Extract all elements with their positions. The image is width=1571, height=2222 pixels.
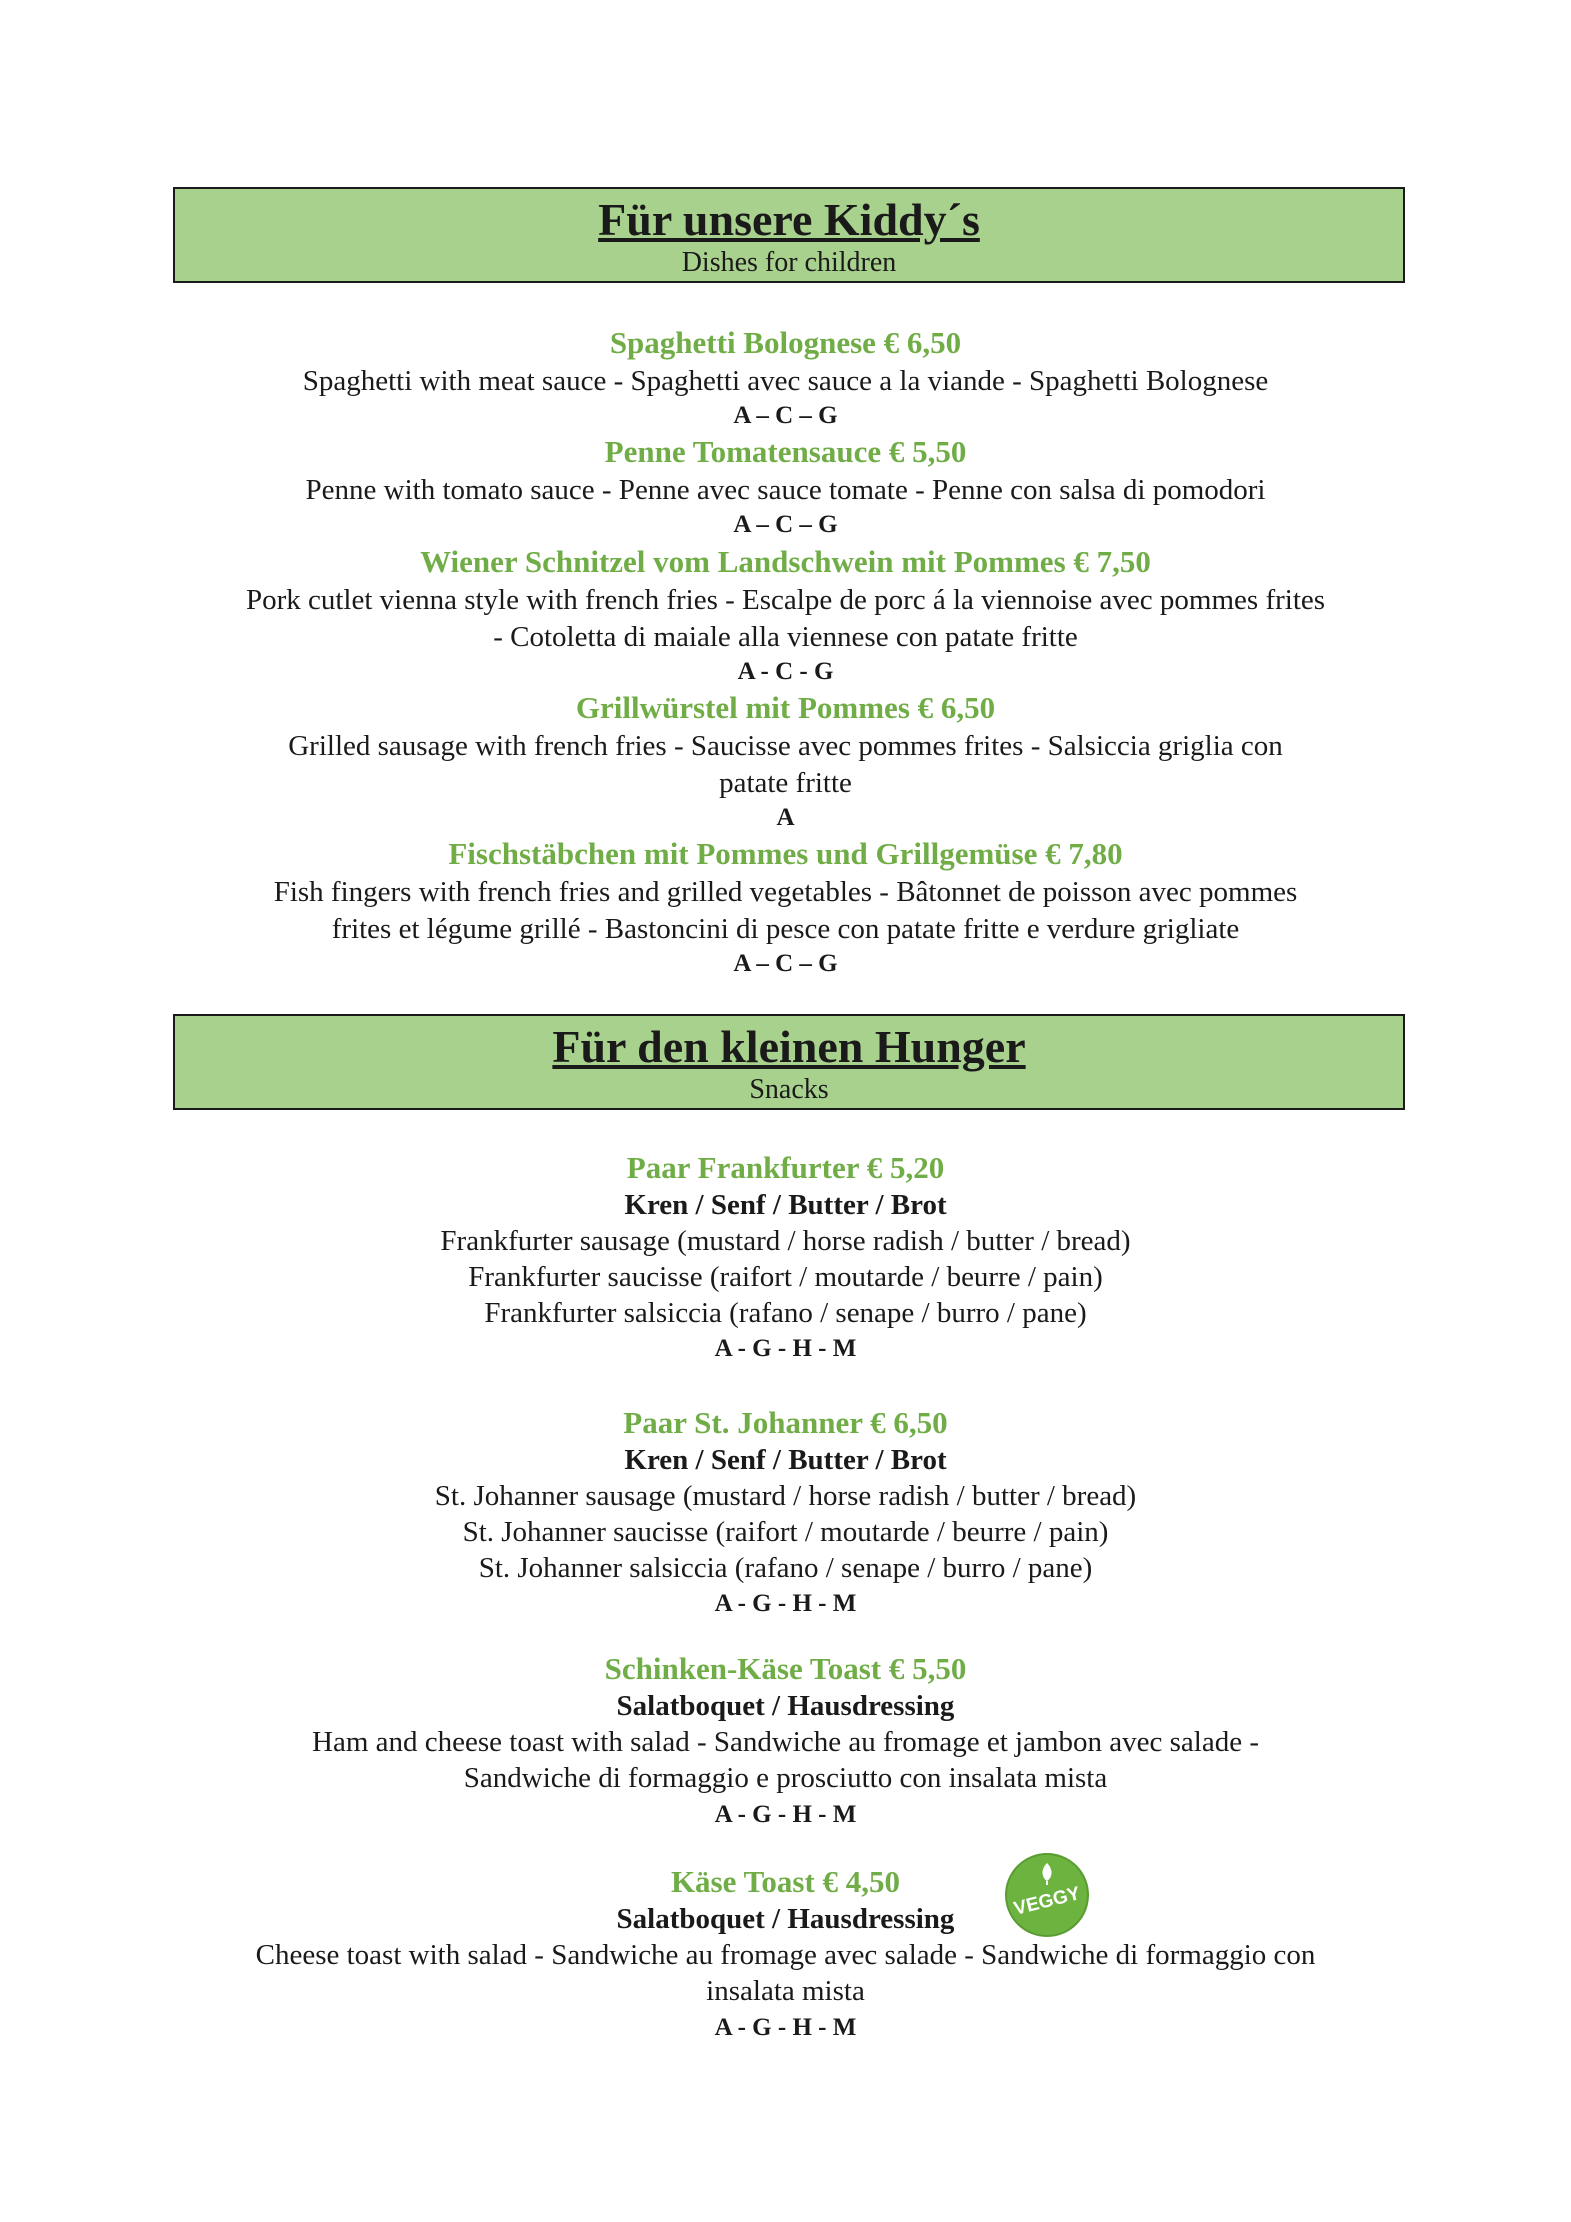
dish-sides: Salatboquet / Hausdressing bbox=[616, 1690, 955, 1722]
dish-description: St. Johanner saucisse (raifort / moutarde / beurre / pain) bbox=[462, 1516, 1109, 1548]
dish-allergens: A – C – G bbox=[733, 950, 838, 977]
dish-allergens: A - G - H - M bbox=[714, 1590, 857, 1617]
dish-description: St. Johanner sausage (mustard / horse radish / butter / bread) bbox=[434, 1480, 1137, 1512]
section-subtitle: Snacks bbox=[749, 1074, 829, 1105]
dish-description: Frankfurter saucisse (raifort / moutarde / beurre / pain) bbox=[468, 1261, 1103, 1293]
veggy-badge-icon bbox=[1003, 1851, 1091, 1939]
dish-description: Frankfurter sausage (mustard / horse radish / butter / bread) bbox=[440, 1225, 1131, 1257]
dish-allergens: A bbox=[776, 804, 795, 831]
dish-description: frites et légume grillé - Bastoncini di pesce con patate fritte e verdure grigliate bbox=[331, 913, 1240, 945]
dish-allergens: A - G - H - M bbox=[714, 1335, 857, 1362]
dish-allergens: A - G - H - M bbox=[714, 2014, 857, 2041]
dish-name: Paar St. Johanner € 6,50 bbox=[623, 1405, 948, 1440]
dish-name: Grillwürstel mit Pommes € 6,50 bbox=[575, 690, 996, 725]
dish-sides: Kren / Senf / Butter / Brot bbox=[624, 1189, 947, 1221]
dish-name: Spaghetti Bolognese € 6,50 bbox=[609, 325, 962, 360]
section-header-kids bbox=[173, 187, 1405, 283]
section-subtitle: Dishes for children bbox=[681, 247, 897, 278]
dish-description: Spaghetti with meat sauce - Spaghetti avec sauce a la viande - Spaghetti Bolognese bbox=[302, 365, 1269, 397]
dish-name: Penne Tomatensauce € 5,50 bbox=[604, 434, 967, 469]
dish-description: St. Johanner salsiccia (rafano / senape / burro / pane) bbox=[478, 1552, 1093, 1584]
dish-description: Cheese toast with salad - Sandwiche au fromage avec salade - Sandwiche di formaggio con bbox=[255, 1939, 1316, 1971]
dish-description: Frankfurter salsiccia (rafano / senape / burro / pane) bbox=[484, 1297, 1087, 1329]
dish-sides: Salatboquet / Hausdressing bbox=[616, 1903, 955, 1935]
dish-description: Penne with tomato sauce - Penne avec sauce tomate - Penne con salsa di pomodori bbox=[305, 474, 1266, 506]
dish-allergens: A - G - H - M bbox=[714, 1801, 857, 1828]
dish-name: Paar Frankfurter € 5,20 bbox=[626, 1150, 945, 1185]
dish-description: Pork cutlet vienna style with french fries - Escalpe de porc á la viennoise avec pommes frites bbox=[245, 584, 1326, 616]
section-title: Für den kleinen Hunger bbox=[552, 1021, 1026, 1072]
dish-description: Fish fingers with french fries and grilled vegetables - Bâtonnet de poisson avec pommes bbox=[273, 876, 1298, 908]
dish-sides: Kren / Senf / Butter / Brot bbox=[624, 1444, 947, 1476]
dish-description: Ham and cheese toast with salad - Sandwiche au fromage et jambon avec salade - bbox=[312, 1726, 1259, 1758]
dish-name: Schinken-Käse Toast € 5,50 bbox=[604, 1651, 967, 1686]
section-title: Für unsere Kiddy´s bbox=[598, 194, 980, 245]
dish-allergens: A - C - G bbox=[737, 658, 834, 685]
dish-description: insalata mista bbox=[706, 1975, 865, 2007]
dish-name: Wiener Schnitzel vom Landschwein mit Pommes € 7,50 bbox=[420, 544, 1151, 579]
dish-description: Grilled sausage with french fries - Saucisse avec pommes frites - Salsiccia griglia con bbox=[288, 730, 1283, 762]
dish-name: Käse Toast € 4,50 bbox=[670, 1864, 901, 1899]
dish-description: patate fritte bbox=[719, 767, 852, 799]
svg-text:VEGGY: VEGGY bbox=[1011, 1883, 1083, 1920]
dish-allergens: A – C – G bbox=[733, 402, 838, 429]
dish-name: Fischstäbchen mit Pommes und Grillgemüse € 7,80 bbox=[448, 836, 1123, 871]
dish-description: Sandwiche di formaggio e prosciutto con insalata mista bbox=[463, 1762, 1108, 1794]
dish-allergens: A – C – G bbox=[733, 511, 838, 538]
section-header-snacks bbox=[173, 1014, 1405, 1110]
dish-description: - Cotoletta di maiale alla viennese con patate fritte bbox=[493, 621, 1078, 653]
